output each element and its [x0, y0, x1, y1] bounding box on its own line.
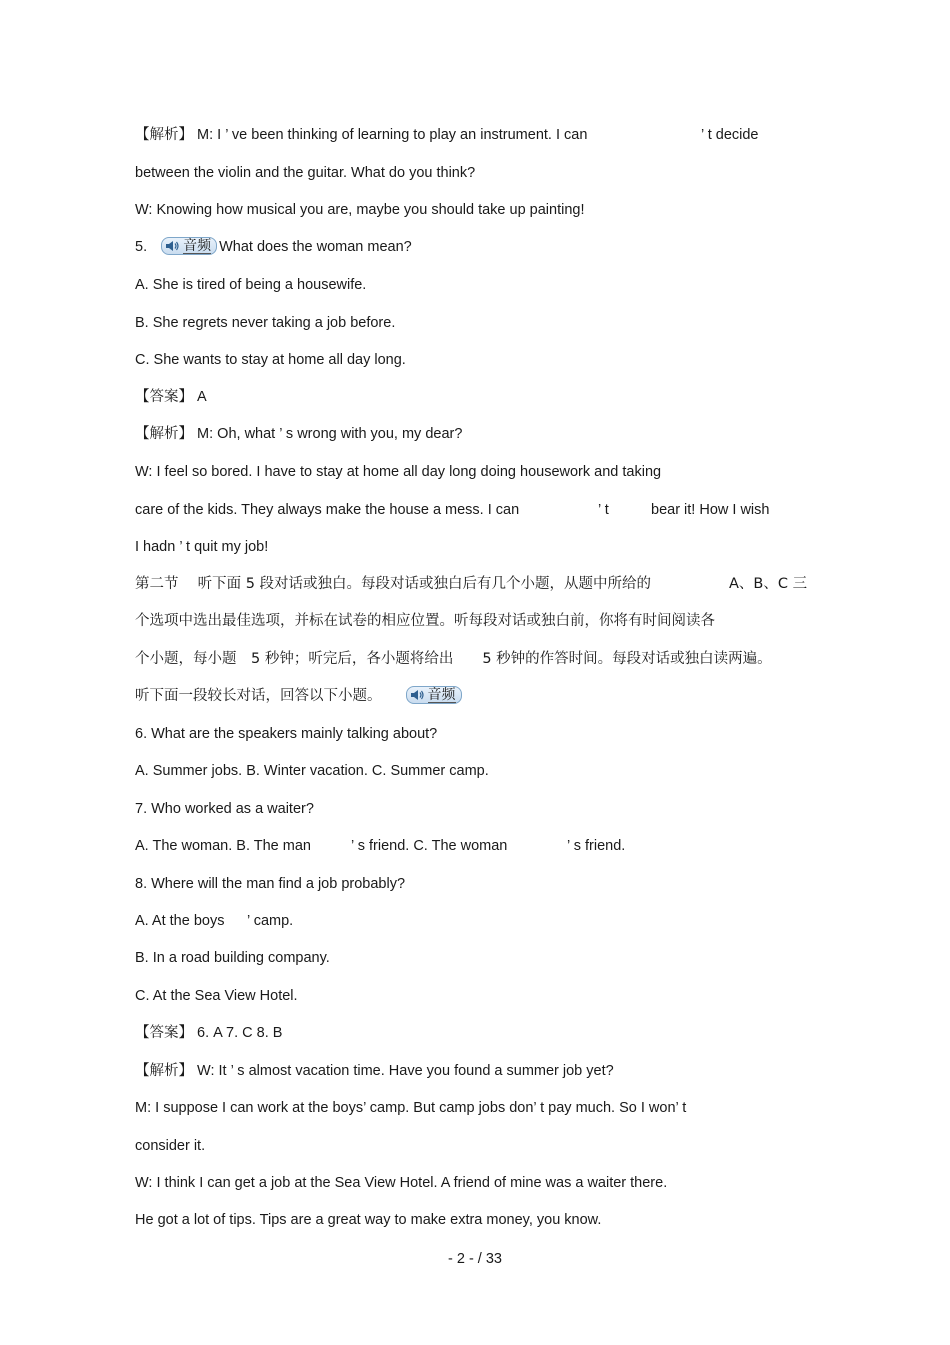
text-line: bear it! How I wish: [651, 502, 770, 518]
text-line: between the violin and the guitar. What do you think?: [135, 165, 476, 181]
text-line: W: I feel so bored. I have to stay at home all day long doing housework and taking: [135, 464, 662, 480]
text-line: ’ s friend. C. The woman: [351, 838, 508, 854]
text-line: 个选项中选出最佳选项，并标在试卷的相应位置。听每段对话或独白前，你将有时间阅读各: [135, 613, 715, 629]
text-line: ’ s friend.: [567, 838, 626, 854]
text-line: 个小题，每小题 5 秒钟；听完后，各小题将给出 5 秒钟的作答时间。每段对话或独白读两遍。: [135, 651, 772, 667]
text-line: He got a lot of tips. Tips are a great way to make extra money, you know.: [135, 1212, 602, 1228]
audio-play-button[interactable]: [161, 237, 217, 255]
text-line: ’ t: [598, 502, 609, 518]
audio-label: 音频: [183, 237, 212, 254]
speaker-icon: [410, 689, 425, 701]
text-line: A. At the boys: [135, 913, 225, 929]
text-line: C. At the Sea View Hotel.: [135, 988, 298, 1004]
text-line: consider it.: [135, 1138, 206, 1154]
text-line: C. She wants to stay at home all day long.: [135, 352, 406, 368]
text-line: care of the kids. They always make the house a mess. I can: [135, 502, 520, 518]
text-line: A. She is tired of being a housewife.: [135, 277, 367, 293]
text-line: ’ t decide: [701, 127, 759, 143]
question-text: What does the woman mean?: [219, 239, 412, 255]
text-line: W: Knowing how musical you are, maybe you should take up painting!: [135, 202, 585, 218]
question-line: [135, 237, 412, 257]
question-number: 5.: [135, 239, 148, 255]
text-line: 6. What are the speakers mainly talking about?: [135, 726, 438, 742]
text-line: 8. Where will the man find a job probably?: [135, 876, 406, 892]
text-line: W: I think I can get a job at the Sea View Hotel. A friend of mine was a waiter there.: [135, 1175, 668, 1191]
audio-label: 音频: [427, 686, 456, 703]
text-line: ’ camp.: [247, 913, 294, 929]
text-line: A、B、C 三: [729, 576, 808, 592]
text-line: I hadn ’ t quit my job!: [135, 539, 269, 555]
text-line: 【解析】 M: Oh, what ’ s wrong with you, my dear?: [135, 426, 463, 442]
speaker-icon: [165, 240, 180, 252]
text-line: B. In a road building company.: [135, 950, 330, 966]
text-line: B. She regrets never taking a job before.: [135, 315, 396, 331]
text-line: 【解析】 M: I ’ ve been thinking of learning to play an instrument. I can: [135, 127, 588, 143]
text-line: A. Summer jobs. B. Winter vacation. C. Summer camp.: [135, 763, 489, 779]
page-number: - 2 - / 33: [448, 1251, 502, 1267]
text-line: 【答案】 6. A 7. C 8. B: [135, 1025, 283, 1041]
text-line: 第二节 听下面 5 段对话或独白。每段对话或独白后有几个小题，从题中所给的: [135, 576, 652, 592]
text-line: 【解析】 W: It ’ s almost vacation time. Have you found a summer job yet?: [135, 1063, 614, 1079]
text-line: A. The woman. B. The man: [135, 838, 311, 854]
audio-play-button[interactable]: [406, 686, 462, 704]
instruction-text: 听下面一段较长对话，回答以下小题。: [135, 688, 382, 704]
instruction-line: [135, 686, 464, 706]
text-line: 【答案】 A: [135, 389, 207, 405]
text-line: M: I suppose I can work at the boys’ camp. But camp jobs don’ t pay much. So I won’ t: [135, 1100, 687, 1116]
text-line: 7. Who worked as a waiter?: [135, 801, 314, 817]
